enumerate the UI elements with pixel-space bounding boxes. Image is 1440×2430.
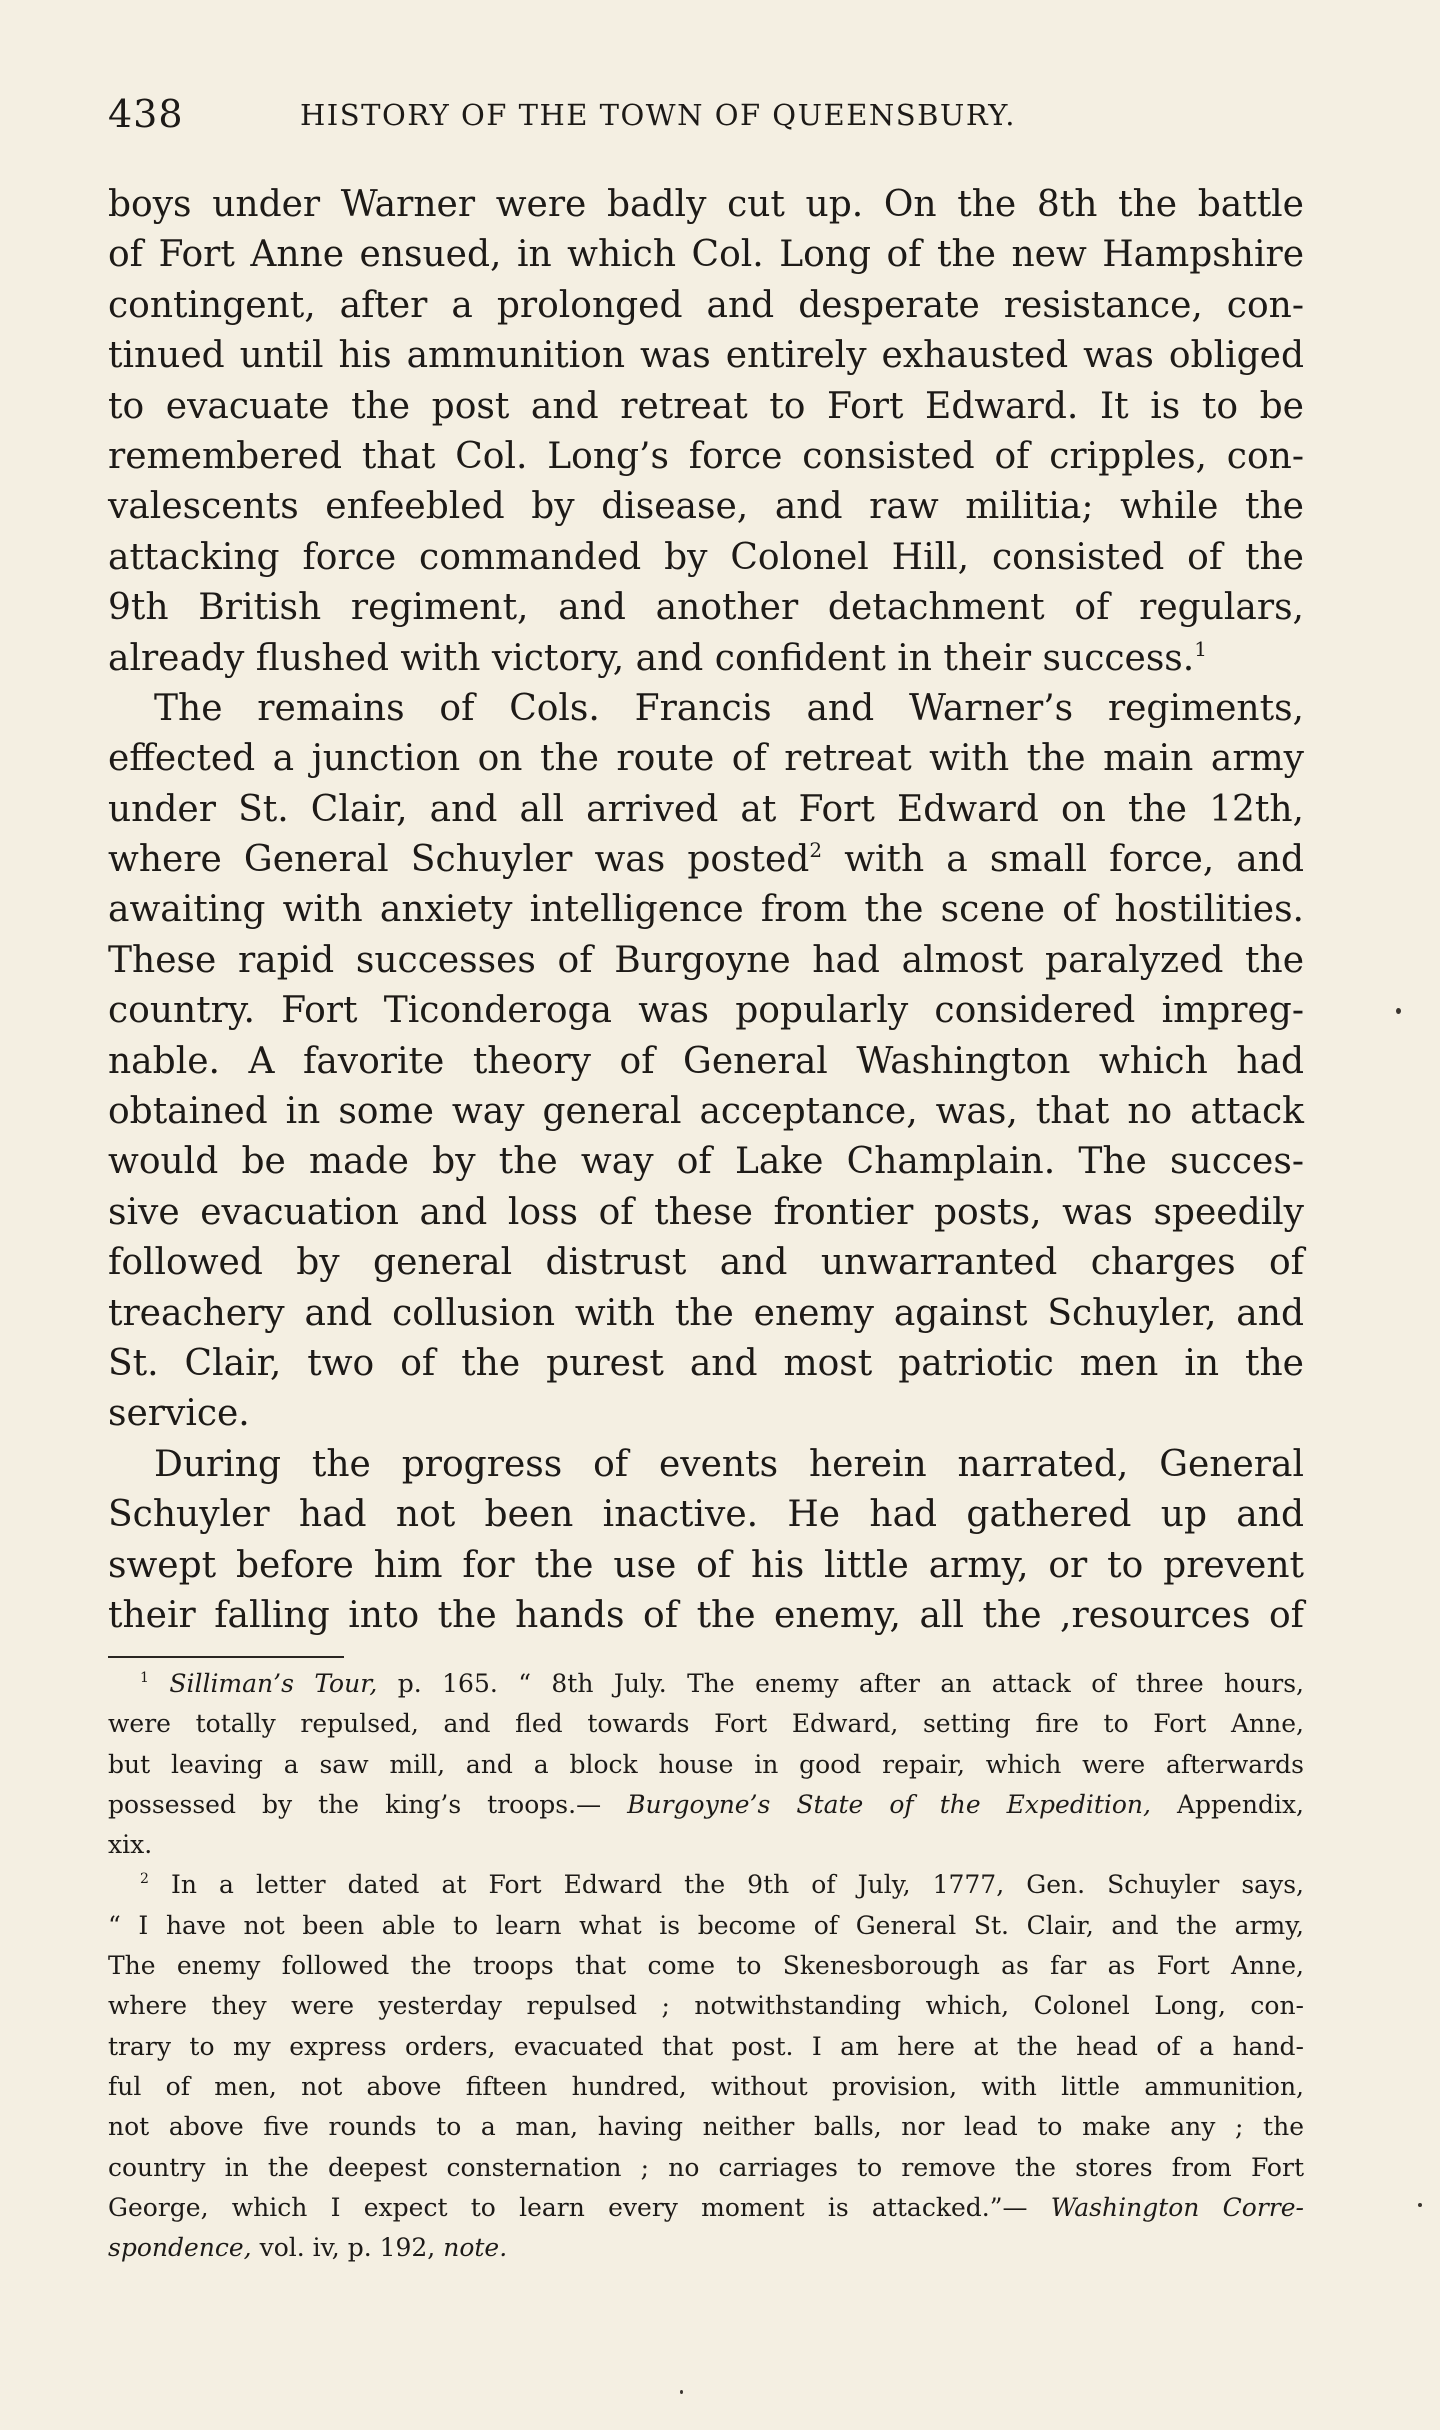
footnote-number: 2 [140, 1871, 149, 1888]
line-text: sive evacuation and loss of these frontier posts, was speedily [108, 1191, 1304, 1233]
footnote-citation: Washington Corre- [1050, 2192, 1304, 2222]
body-text-line [108, 1440, 1304, 1490]
footnote-line [108, 2228, 1304, 2268]
body-text-line [108, 1389, 1304, 1439]
line-text: The remains of Cols. Francis and Warner’s regiments, [154, 687, 1304, 729]
running-head-title: HISTORY OF THE TOWN OF QUEENSBURY. [300, 98, 1016, 132]
footnotes [108, 1664, 1304, 2268]
footnote-text: vol. iv, p. 192, [251, 2233, 444, 2263]
footnote-line [108, 2067, 1304, 2107]
footnote-text: ful of men, not above fifteen hundred, without provision, with little ammunition, [108, 2071, 1304, 2101]
footnote-text: trary to my express orders, evacuated that post. I am here at the head of a hand- [108, 2031, 1304, 2061]
footnote-text: possessed by the king’s troops.— [108, 1789, 628, 1819]
body-text-line [108, 583, 1304, 633]
line-text: contingent, after a prolonged and desperate resistance, con- [108, 284, 1304, 326]
footnote-line [108, 2148, 1304, 2188]
footnote-rule [108, 1656, 344, 1658]
line-text: treachery and collusion with the enemy against Schuyler, and [108, 1292, 1304, 1334]
footnote-line [108, 1865, 1304, 1905]
footnote-citation: Burgoyne’s State of the Expedition, [627, 1789, 1151, 1819]
footnote-line [108, 1745, 1304, 1785]
body-text [108, 180, 1304, 1641]
footnote-text: George, which I expect to learn every moment is attacked.”— [108, 2192, 1051, 2222]
running-head [108, 92, 1304, 136]
body-text-line [108, 382, 1304, 432]
line-text: to evacuate the post and retreat to Fort Edward. It is to be [108, 385, 1304, 427]
body-text-line [108, 835, 1304, 885]
line-text: awaiting with anxiety intelligence from the scene of hostilities. [108, 889, 1304, 931]
line-text: followed by general distrust and unwarranted charges of [108, 1242, 1304, 1284]
page-speck [680, 2390, 683, 2394]
line-text: where General Schuyler was posted [108, 839, 810, 881]
line-text: swept before him for the use of his little army, or to prevent [108, 1544, 1304, 1586]
page-speck [1418, 2203, 1422, 2207]
footnote-citation: spondence, [108, 2233, 252, 2263]
body-text-line [108, 1238, 1304, 1288]
line-text: Schuyler had not been inactive. He had gathered up and [108, 1494, 1304, 1536]
line-text: During the progress of events herein narrated, General [154, 1443, 1304, 1485]
line-text: St. Clair, two of the purest and most patriotic men in the [108, 1342, 1304, 1384]
line-text: obtained in some way general acceptance, was, that no attack [108, 1091, 1304, 1133]
line-text: boys under Warner were badly cut up. On the 8th the battle [108, 184, 1304, 225]
footnote-line [108, 1664, 1304, 1704]
line-text: 9th British regiment, and another detachment of regulars, [108, 587, 1304, 629]
body-text-line [108, 230, 1304, 280]
line-text: valescents enfeebled by disease, and raw militia; while the [108, 486, 1304, 528]
footnote-line [108, 1906, 1304, 1946]
line-text: remembered that Col. Long’s force consisted of cripples, con- [108, 435, 1304, 477]
body-text-line [108, 432, 1304, 482]
footnote-number: 1 [140, 1670, 149, 1686]
line-text: tinued until his ammunition was entirely exhausted was obliged [108, 335, 1304, 377]
body-text-line [108, 281, 1304, 331]
line-text: nable. A favorite theory of General Washington which had [108, 1040, 1304, 1082]
footnote-text: “ I have not been able to learn what is become of General St. Clair, and the army, [108, 1910, 1304, 1940]
footnote-line [108, 1986, 1304, 2026]
footnote-line [108, 2188, 1304, 2228]
body-text-line [108, 734, 1304, 784]
line-text: would be made by the way of Lake Champlain. The succes- [108, 1141, 1304, 1183]
footnote-line [108, 1946, 1304, 1986]
footnote-line [108, 1785, 1304, 1825]
body-text-line [108, 482, 1304, 532]
body-text-line [108, 785, 1304, 835]
body-text-line [108, 533, 1304, 583]
footnote-text: country in the deepest consternation ; no carriages to remove the stores from Fort [108, 2152, 1304, 2182]
page-speck [1396, 1008, 1401, 1014]
footnote-text: but leaving a saw mill, and a block house in good repair, which were afterwards [108, 1749, 1304, 1779]
footnote-citation: Silliman’s Tour, [169, 1669, 378, 1698]
footnote-line [108, 1704, 1304, 1744]
footnote-line [108, 2027, 1304, 2067]
body-text-line [108, 180, 1304, 230]
line-text: country. Fort Ticonderoga was popularly considered impreg- [108, 990, 1304, 1032]
body-text-line [108, 936, 1304, 986]
body-text-line [108, 1289, 1304, 1339]
footnote-line [108, 1825, 1304, 1865]
footnote-text: where they were yesterday repulsed ; notwithstanding which, Colonel Long, con- [108, 1991, 1304, 2021]
footnote-marker[interactable]: 1 [1194, 636, 1207, 661]
body-text-line [108, 1541, 1304, 1591]
footnote-text: Appendix, [1150, 1789, 1305, 1819]
page-number: 438 [108, 92, 184, 136]
line-text: under St. Clair, and all arrived at Fort Edward on the 12th, [108, 788, 1304, 830]
line-text: attacking force commanded by Colonel Hill, consisted of the [108, 536, 1304, 578]
body-text-line [108, 331, 1304, 381]
body-text-line [108, 1137, 1304, 1187]
footnote-text: xix. [108, 1830, 153, 1860]
line-text: their falling into the hands of the enemy, all the ,resources of [108, 1594, 1304, 1636]
body-text-line [108, 684, 1304, 734]
line-text: effected a junction on the route of retreat with the main army [108, 738, 1304, 780]
footnote-marker[interactable]: 2 [809, 838, 823, 863]
footnote-text: were totally repulsed, and fled towards Fort Edward, setting fire to Fort Anne, [108, 1709, 1304, 1739]
body-text-line [108, 1087, 1304, 1137]
body-text-line [108, 1037, 1304, 1087]
body-text-line [108, 1339, 1304, 1389]
footnote-text: In a letter dated at Fort Edward the 9th of July, 1777, Gen. Schuyler says, [170, 1870, 1304, 1900]
body-text-line [108, 634, 1304, 684]
footnote-line [108, 2107, 1304, 2147]
body-text-line [108, 1490, 1304, 1540]
line-text: of Fort Anne ensued, in which Col. Long of the new Hampshire [108, 234, 1304, 276]
line-text-continued: with a small force, and [822, 839, 1305, 881]
footnote-citation: note. [443, 2233, 508, 2263]
footnote-text: not above five rounds to a man, having neither balls, nor lead to make any ; the [108, 2112, 1304, 2142]
line-text: These rapid successes of Burgoyne had almost paralyzed the [108, 939, 1304, 981]
body-text-line [108, 1591, 1304, 1641]
footnote-text: p. 165. “ 8th July. The enemy after an attack of three hours, [377, 1669, 1304, 1698]
body-text-line [108, 1188, 1304, 1238]
line-text: already flushed with victory, and confident in their success. [108, 637, 1195, 679]
body-text-line [108, 986, 1304, 1036]
line-text: service. [108, 1393, 250, 1435]
body-text-line [108, 885, 1304, 935]
footnote-text: The enemy followed the troops that come to Skenesborough as far as Fort Anne, [108, 1951, 1304, 1981]
